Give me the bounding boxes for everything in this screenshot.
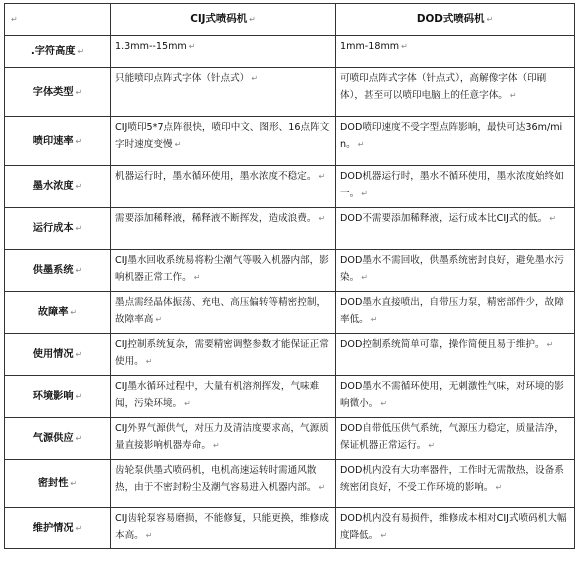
cij-cell (111, 166, 336, 208)
cij-cell (111, 418, 336, 460)
cij-cell-text: CIJ喷印5*7点阵很快，喷印中文、图形、16点阵文字时速度变慢 (115, 122, 330, 150)
cij-cell (111, 36, 336, 68)
cij-cell-text: 需要添加稀释液，稀释液不断挥发，造成浪费。 (115, 213, 317, 224)
row-label-cell-text: 供墨系统 (32, 265, 74, 276)
dod-cell (336, 166, 575, 208)
row-label-cell (5, 376, 111, 418)
table-row (5, 166, 575, 208)
dod-cell-text: DOD机内没有易损件，维修成本相对CIJ式喷码机大幅度降低。 (340, 513, 567, 541)
paragraph-mark-icon: ↵ (249, 15, 256, 24)
paragraph-mark-icon: ↵ (75, 434, 83, 443)
table-row (5, 292, 575, 334)
cij-cell (111, 334, 336, 376)
table-row (5, 460, 575, 508)
row-label-cell-text: 维护情况 (32, 522, 74, 534)
cij-cell-text: 墨点需经晶体振荡、充电、高压偏转等精密控制，故障率高 (115, 297, 327, 325)
paragraph-mark-icon: ↵ (212, 441, 220, 450)
header-dod-label: DOD式喷码机 (416, 13, 485, 25)
table-header-row (5, 4, 575, 36)
row-label-cell (5, 508, 111, 549)
row-label-cell (5, 36, 111, 68)
dod-cell (336, 36, 575, 68)
table-body (5, 36, 575, 549)
comparison-table (4, 3, 575, 549)
paragraph-mark-icon: ↵ (509, 91, 517, 100)
dod-cell-text: 1mm-18mm (340, 41, 400, 52)
cij-cell (111, 376, 336, 418)
header-cij (111, 4, 336, 36)
header-cij-label: CIJ式喷码机 (190, 13, 248, 25)
row-label-cell-text: .字符高度 (30, 46, 76, 57)
paragraph-mark-icon: ↵ (70, 308, 78, 317)
dod-cell (336, 508, 575, 549)
row-label-cell (5, 68, 111, 117)
row-label-cell-text: 密封性 (37, 478, 69, 489)
cij-cell (111, 68, 336, 117)
header-corner-cell (5, 4, 111, 36)
row-label-cell-text: 气源供应 (32, 433, 74, 444)
paragraph-mark-icon: ↵ (188, 42, 196, 51)
paragraph-mark-icon: ↵ (401, 42, 408, 51)
paragraph-mark-icon: ↵ (77, 47, 85, 56)
paragraph-mark-icon: ↵ (75, 266, 83, 275)
dod-cell (336, 334, 575, 376)
dod-cell (336, 68, 575, 117)
dod-cell-text: 可喷印点阵式字体（针点式），高解像字体（印刷体），甚至可以喷印电脑上的任意字体。 (340, 73, 547, 101)
row-label-cell (5, 208, 111, 250)
table-row (5, 334, 575, 376)
row-label-cell (5, 334, 111, 376)
cij-cell-text: 1.3mm--15mm (115, 41, 187, 52)
table-row (5, 208, 575, 250)
table-row (5, 250, 575, 292)
paragraph-mark-icon: ↵ (357, 140, 365, 149)
table-row (5, 376, 575, 418)
paragraph-mark-icon: ↵ (145, 357, 153, 366)
table-row (5, 418, 575, 460)
table-row (5, 36, 575, 68)
row-label-cell (5, 460, 111, 508)
cij-cell (111, 460, 336, 508)
paragraph-mark-icon: ↵ (75, 224, 83, 233)
row-label-cell (5, 250, 111, 292)
paragraph-mark-icon: ↵ (145, 531, 153, 540)
paragraph-mark-icon: ↵ (318, 172, 326, 181)
table-row (5, 508, 575, 549)
paragraph-mark-icon: ↵ (75, 350, 83, 359)
table-row (5, 68, 575, 117)
row-label-cell (5, 166, 111, 208)
paragraph-mark-icon: ↵ (361, 273, 368, 282)
dod-cell (336, 376, 575, 418)
paragraph-mark-icon: ↵ (370, 315, 378, 324)
row-label-cell (5, 117, 111, 166)
header-dod (336, 4, 575, 36)
row-label-cell (5, 292, 111, 334)
paragraph-mark-icon: ↵ (495, 483, 503, 492)
paragraph-mark-icon: ↵ (380, 399, 388, 408)
cij-cell-text: CIJ控制系统复杂，需要精密调整参数才能保证正常使用。 (115, 339, 329, 367)
cij-cell (111, 117, 336, 166)
cij-cell (111, 250, 336, 292)
paragraph-mark-icon: ↵ (428, 441, 436, 450)
paragraph-mark-icon: ↵ (174, 140, 182, 149)
paragraph-mark-icon: ↵ (75, 136, 83, 146)
paragraph-mark-icon: ↵ (546, 340, 554, 349)
paragraph-mark-icon: ↵ (11, 15, 18, 24)
cij-cell (111, 508, 336, 549)
dod-cell-text: DOD控制系统简单可靠，操作简便且易于维护。 (340, 339, 545, 350)
paragraph-mark-icon: ↵ (75, 182, 83, 191)
paragraph-mark-icon: ↵ (70, 479, 78, 488)
dod-cell (336, 418, 575, 460)
paragraph-mark-icon: ↵ (318, 483, 326, 492)
row-label-cell-text: 喷印速率 (32, 135, 74, 147)
paragraph-mark-icon: ↵ (549, 214, 557, 223)
row-label-cell (5, 418, 111, 460)
cij-cell (111, 292, 336, 334)
dod-cell (336, 208, 575, 250)
dod-cell-text: DOD墨水不需回收，供墨系统密封良好，避免墨水污染。 (340, 255, 564, 283)
cij-cell-text: 机器运行时，墨水循环使用，墨水浓度不稳定。 (115, 171, 317, 182)
cij-cell (111, 208, 336, 250)
row-label-cell-text: 环境影响 (32, 391, 74, 402)
row-label-cell-text: 故障率 (37, 307, 69, 318)
table-row (5, 117, 575, 166)
row-label-cell-text: 字体类型 (32, 86, 74, 98)
paragraph-mark-icon: ↵ (75, 523, 83, 533)
paragraph-mark-icon: ↵ (251, 74, 259, 83)
paragraph-mark-icon: ↵ (486, 15, 494, 24)
cij-cell-text: CIJ墨水循环过程中，大量有机溶剂挥发，气味难闻，污染环境。 (115, 381, 320, 409)
row-label-cell-text: 运行成本 (32, 223, 74, 234)
cij-cell-text: 只能喷印点阵式字体（针点式） (115, 73, 250, 84)
dod-cell-text: DOD不需要添加稀释液，运行成本比CIJ式的低。 (340, 213, 548, 224)
row-label-cell-text: 墨水浓度 (32, 181, 74, 192)
dod-cell-text: DOD机内没有大功率器件，工作时无需散热，设备系统密闭良好，不受工作环境的影响。 (340, 465, 564, 493)
cij-cell-text: CIJ墨水回收系统易将粉尘潮气等吸入机器内部，影响机器正常工作。 (115, 255, 329, 283)
paragraph-mark-icon: ↵ (380, 531, 388, 540)
cij-cell-text: CIJ外界气源供气，对压力及清洁度要求高，气源质量直接影响机器寿命。 (115, 423, 329, 451)
paragraph-mark-icon: ↵ (193, 273, 201, 282)
paragraph-mark-icon: ↵ (155, 315, 163, 324)
paragraph-mark-icon: ↵ (75, 87, 83, 97)
dod-cell (336, 117, 575, 166)
paragraph-mark-icon: ↵ (318, 214, 326, 223)
cij-cell-text: CIJ齿轮泵容易磨损，不能修复，只能更换，维修成本高。 (115, 513, 329, 541)
dod-cell-text: DOD墨水不需循环使用，无刺激性气味，对环境的影响微小。 (340, 381, 564, 409)
row-label-cell-text: 使用情况 (32, 349, 74, 360)
dod-cell (336, 250, 575, 292)
dod-cell-text: DOD自带低压供气系统，气源压力稳定，质量洁净，保证机器正常运行。 (340, 423, 564, 451)
dod-cell-text: DOD机器运行时，墨水不循环使用，墨水浓度始终如一。 (340, 171, 564, 199)
paragraph-mark-icon: ↵ (184, 399, 191, 408)
cij-cell-text: 齿轮泵供墨式喷码机，电机高速运转时需通风散热，由于不密封粉尘及潮气容易进入机器内部。 (115, 465, 317, 493)
paragraph-mark-icon: ↵ (75, 392, 83, 401)
dod-cell-text: DOD墨水直接喷出，自带压力泵，精密部件少，故障率低。 (340, 297, 564, 325)
dod-cell-text: DOD喷印速度不受字型点阵影响，最快可达36m/min。 (340, 122, 563, 150)
dod-cell (336, 460, 575, 508)
paragraph-mark-icon: ↵ (361, 189, 368, 198)
dod-cell (336, 292, 575, 334)
